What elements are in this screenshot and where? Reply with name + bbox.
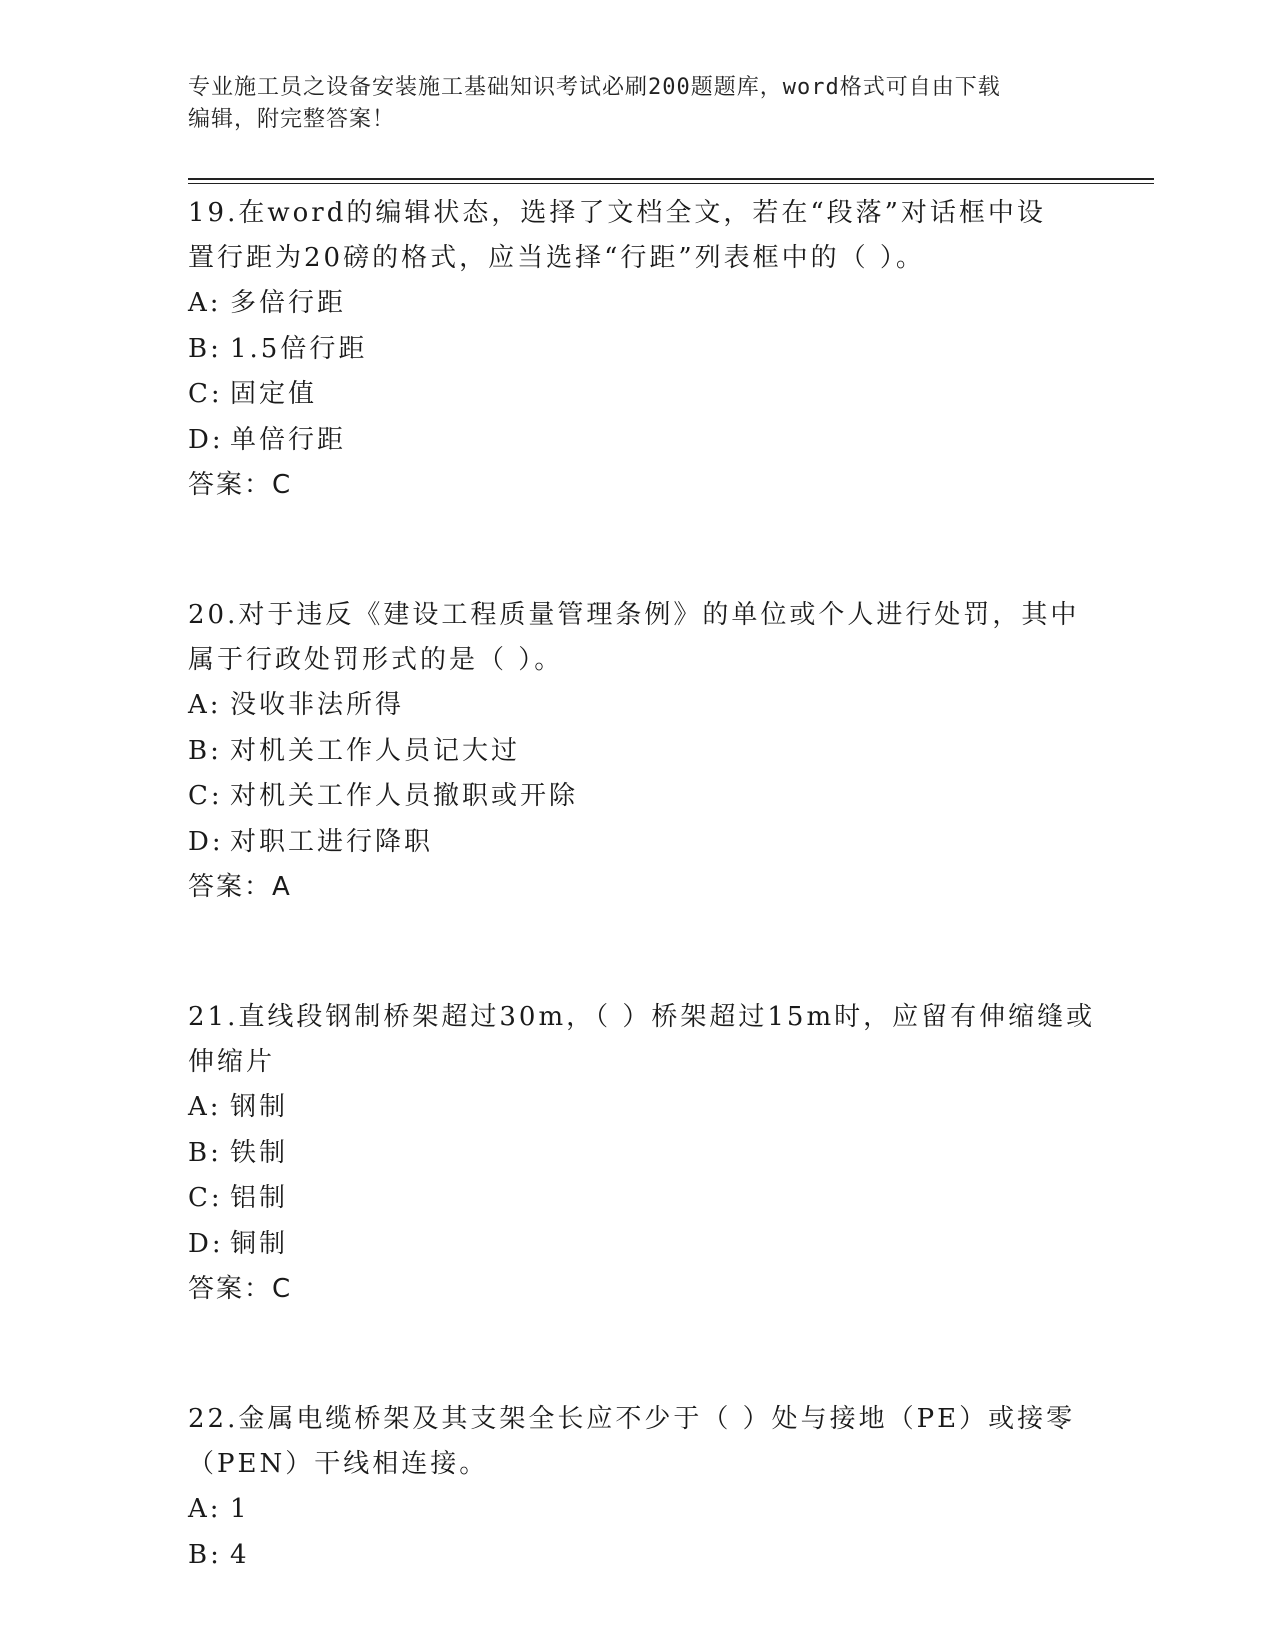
option-a [188,1487,1128,1533]
option-key: D: [188,826,224,857]
question-text-line-2: 伸缩片 [188,1047,276,1077]
option-text: 铜制 [230,1228,289,1259]
question-text-line-1: 直线段钢制桥架超过30m，（ ）桥架超过15m时，应留有伸缩缝或 [238,1002,1096,1032]
option-text: 对机关工作人员撤职或开除 [230,781,579,811]
option-text: 1 [230,1494,250,1524]
option-key: D: [188,424,224,455]
option-text: 没收非法所得 [230,690,405,720]
question-number: 21. [188,1002,239,1032]
option-text: 4 [230,1539,250,1570]
option-key: D: [188,1228,224,1259]
question-text-line-1: 对于违反《建设工程质量管理条例》的单位或个人进行处罚，其中 [238,600,1080,630]
question-spacer [188,910,1128,992]
question-21 [188,992,1128,1312]
option-a [188,683,1128,729]
question-number: 19. [188,198,239,228]
option-key: A: [188,288,222,318]
question-spacer [188,1312,1128,1394]
option-key: A: [188,690,222,720]
option-key: A: [188,1494,222,1524]
question-19 [188,188,1128,508]
option-key: C: [188,1183,223,1213]
option-text: 对机关工作人员记大过 [230,735,521,766]
answer-label: 答案： [188,1274,273,1304]
question-spacer [188,508,1128,590]
option-key: C: [188,379,223,409]
option-text: 铝制 [230,1183,289,1213]
option-b [188,729,1128,775]
question-22 [188,1394,1128,1578]
option-a [188,1085,1128,1131]
answer-value: A [272,872,292,902]
answer-line [188,1267,1128,1312]
option-a [188,281,1128,327]
question-number: 20. [188,600,239,630]
answer-value: C [272,1274,293,1304]
option-text: 钢制 [230,1092,289,1122]
option-d [188,820,1128,866]
question-text-line-1: 金属电缆桥架及其支架全长应不少于（ ）处与接地（PE）或接零 [238,1404,1076,1434]
option-b [188,1131,1128,1177]
option-c [188,372,1128,418]
option-c [188,774,1128,820]
option-key: A: [188,1092,222,1122]
option-text: 单倍行距 [230,424,347,455]
option-text: 1.5倍行距 [230,333,368,364]
question-number: 22. [188,1404,239,1434]
option-text: 多倍行距 [230,288,347,318]
header-title-line-2: 编辑，附完整答案！ [188,107,396,132]
option-key: B: [188,735,222,766]
answer-line [188,463,1128,508]
answer-label: 答案： [188,872,273,902]
answer-value: C [272,470,293,500]
question-text [188,188,1128,281]
question-text-line-2: （PEN）干线相连接。 [188,1449,489,1479]
option-text: 对职工进行降职 [230,826,434,857]
option-c [188,1176,1128,1222]
option-key: B: [188,1137,222,1168]
option-text: 铁制 [230,1137,289,1168]
option-key: B: [188,333,222,364]
question-text-line-2: 属于行政处罚形式的是（ ）。 [188,645,564,675]
document-header [188,72,1088,136]
option-key: B: [188,1539,222,1570]
question-list [188,188,1128,1578]
question-text-line-2: 置行距为20磅的格式，应当选择“行距”列表框中的（ ）。 [188,243,925,273]
option-b [188,327,1128,373]
option-d [188,418,1128,464]
header-title-line-1: 专业施工员之设备安装施工基础知识考试必刷200题题库，word格式可自由下载 [188,75,1001,100]
header-divider-thin [188,183,1154,184]
option-d [188,1222,1128,1268]
option-b [188,1533,1128,1579]
option-text: 固定值 [230,379,318,409]
header-divider-thick [188,178,1154,180]
question-text-line-1: 在word的编辑状态，选择了文档全文，若在“段落”对话框中设 [238,198,1046,228]
answer-line [188,865,1128,910]
question-text [188,1394,1128,1487]
question-20 [188,590,1128,910]
answer-label: 答案： [188,470,273,500]
question-text [188,992,1128,1085]
question-text [188,590,1128,683]
option-key: C: [188,781,223,811]
